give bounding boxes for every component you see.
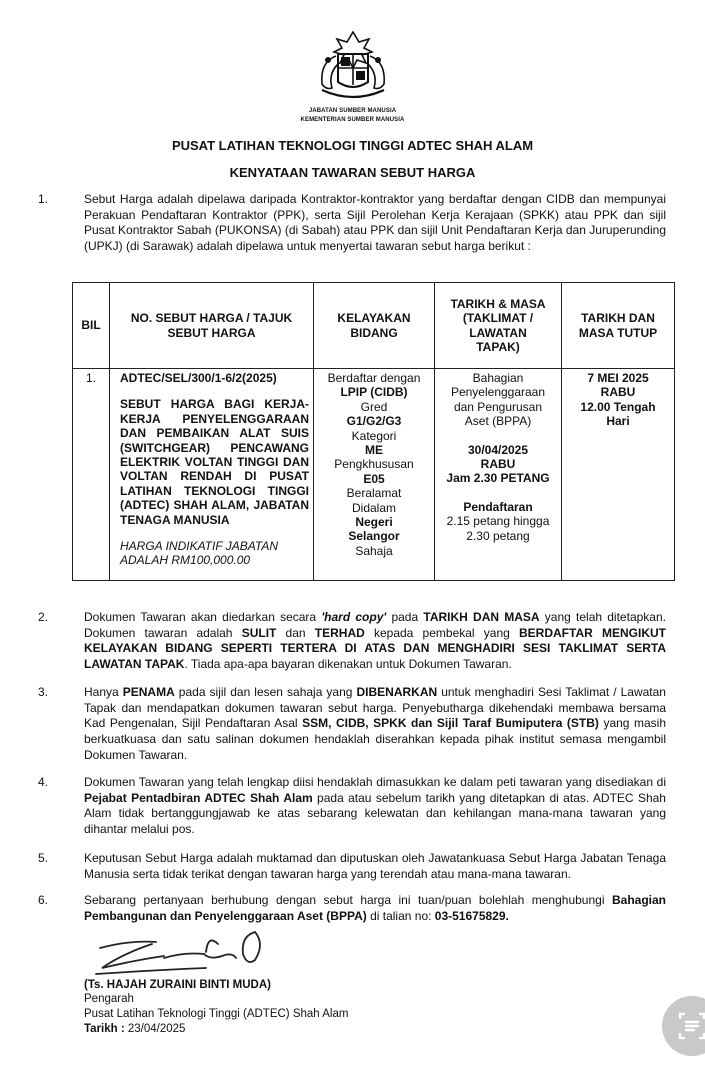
document-scan-icon xyxy=(662,996,705,1056)
notice-title: KENYATAAN TAWARAN SEBUT HARGA xyxy=(229,165,476,180)
para1-number: 1. xyxy=(38,192,49,206)
agency-name-line1: JABATAN SUMBER MANUSIA xyxy=(308,108,397,114)
para5-number: 5. xyxy=(38,851,49,865)
table-row xyxy=(73,369,675,581)
row-taklimat: Bahagian Penyelenggaraan dan Pengurusan Aset (BPPA) 30/04/2025 RABU Jam 2.30 PETANG Pendaftaran 2.15 petang hingga 2.30 petang xyxy=(435,369,562,581)
institute-title: PUSAT LATIHAN TEKNOLOGI TINGGI ADTEC SHAH ALAM xyxy=(171,138,534,153)
para4-text: Dokumen Tawaran yang telah lengkap diisi hendaklah dimasukkan ke dalam peti tawaran yang disediakan di Pejabat Pentadbiran ADTEC Shah Alam pada atau sebelum tarikh yang ditetapkan di atas. ADTEC Shah Alam tidak bertanggungjawab ke atas sebarang kelewatan dan kehilangan mana-mana tawaran yang dihantar melalui pos. xyxy=(84,775,666,837)
para4-number: 4. xyxy=(38,775,49,789)
para3-number: 3. xyxy=(38,685,49,699)
signature-icon xyxy=(90,922,280,982)
document-scan-button[interactable] xyxy=(662,996,705,1056)
signatory-org: Pusat Latihan Teknologi Tinggi (ADTEC) Shah Alam xyxy=(84,1008,349,1020)
signatory-name: (Ts. HAJAH ZURAINI BINTI MUDA) xyxy=(84,979,271,991)
header-taklimat: TARIKH & MASA (TAKLIMAT / LAWATAN TAPAK) xyxy=(435,283,562,369)
row-title xyxy=(110,369,314,581)
para5-text: Keputusan Sebut Harga adalah muktamad dan diputuskan oleh Jawatankuasa Sebut Harga Jabatan Tenaga Manusia serta tidak terikat dengan tawaran harga yang terendah atau mana-mana tawaran. xyxy=(84,851,666,881)
para3-text: Hanya PENAMA pada sijil dan lesen sahaja yang DIBENARKAN untuk menghadiri Sesi Taklimat / Lawatan Tapak dan mendapatkan dokumen tawaran sebut harga. Penyebutharga dikehendaki membawa bersama Kad Pengenalan, Sijil Pendaftaran Asal SSM, CIDB, SPKK dan Sijil Taraf Bumiputera (STB) yang masih berkuatkuasa dan satu salinan dokumen hendaklah diserahkan kepada pihak institut semasa mengambil Dokumen Tawaran. xyxy=(84,685,667,762)
header-tutup: TARIKH DAN MASA TUTUP xyxy=(562,283,675,369)
header-title: NO. SEBUT HARGA / TAJUK SEBUT HARGA xyxy=(110,283,314,369)
coat-of-arms-icon xyxy=(308,30,398,102)
para6-number: 6. xyxy=(38,893,49,907)
row-bidang: Berdaftar dengan LPIP (CIDB) Gred G1/G2/G3 Kategori ME Pengkhususan E05 Beralamat Didalam Negeri Selangor Sahaja xyxy=(314,369,435,581)
signatory-date: Tarikh : 23/04/2025 xyxy=(84,1023,186,1035)
agency-name-line2: KEMENTERIAN SUMBER MANUSIA xyxy=(300,117,405,123)
row-tutup: 7 MEI 2025 RABU 12.00 Tengah Hari xyxy=(562,369,675,581)
para1-text: Sebut Harga adalah dipelawa daripada Kontraktor-kontraktor yang berdaftar dengan CIDB dan mempunyai Perakuan Pendaftaran Kontraktor (PPK), serta Sijil Perolehan Kerja Kerajaan (SPKK) atau PPK dan sijil Pusat Kontraktor Sabah (PUKONSA) (di Sabah) atau PPK dan sijil Unit Pendaftaran Kerja dan Juruperunding (UPKJ) (di Sarawak) adalah dipelawa untuk menyertai tawaran sebut harga berikut : xyxy=(84,192,666,254)
header-bidang: KELAYAKAN BIDANG xyxy=(314,283,435,369)
signatory-position: Pengarah xyxy=(84,993,134,1005)
indicative-price: HARGA INDIKATIF JABATAN ADALAH RM100,000.00 xyxy=(120,539,279,568)
quotation-ref: ADTEC/SEL/300/1-6/2(2025) xyxy=(120,371,277,385)
header-bil: BIL xyxy=(73,283,110,369)
quotation-desc: SEBUT HARGA BAGI KERJA-KERJA PENYELENGGARAAN DAN PEMBAIKAN ALAT SUIS (SWITCHGEAR) PENCAWANG ELEKTRIK VOLTAN TINGGI DAN VOLTAN RENDAH DI PUSAT LATIHAN TEKNOLOGI TINGGI (ADTEC) SHAH ALAM, JABATAN TENAGA MANUSIA xyxy=(120,397,309,527)
para2-number: 2. xyxy=(38,610,49,624)
para6-text: Sebarang pertanyaan berhubung dengan sebut harga ini tuan/puan bolehlah menghubungi Bahagian Pembangunan dan Penyelenggaraan Aset (BPPA) di talian no: 03-51675829. xyxy=(84,893,666,923)
quotation-table xyxy=(72,282,675,581)
row-bil: 1. xyxy=(73,369,110,581)
para2-text: Dokumen Tawaran akan diedarkan secara 'hard copy' pada TARIKH DAN MASA yang telah ditetapkan. Dokumen tawaran adalah SULIT dan TERHAD kepada pembekal yang BERDAFTAR MENGIKUT KELAYAKAN BIDANG SEPERTI TERTERA DI ATAS DAN MENGHADIRI SESI TAKLIMAT SERTA LAWATAN TAPAK. Tiada apa-apa bayaran dikenakan untuk Dokumen Tawaran. xyxy=(84,610,666,672)
table-header-row xyxy=(73,283,675,369)
